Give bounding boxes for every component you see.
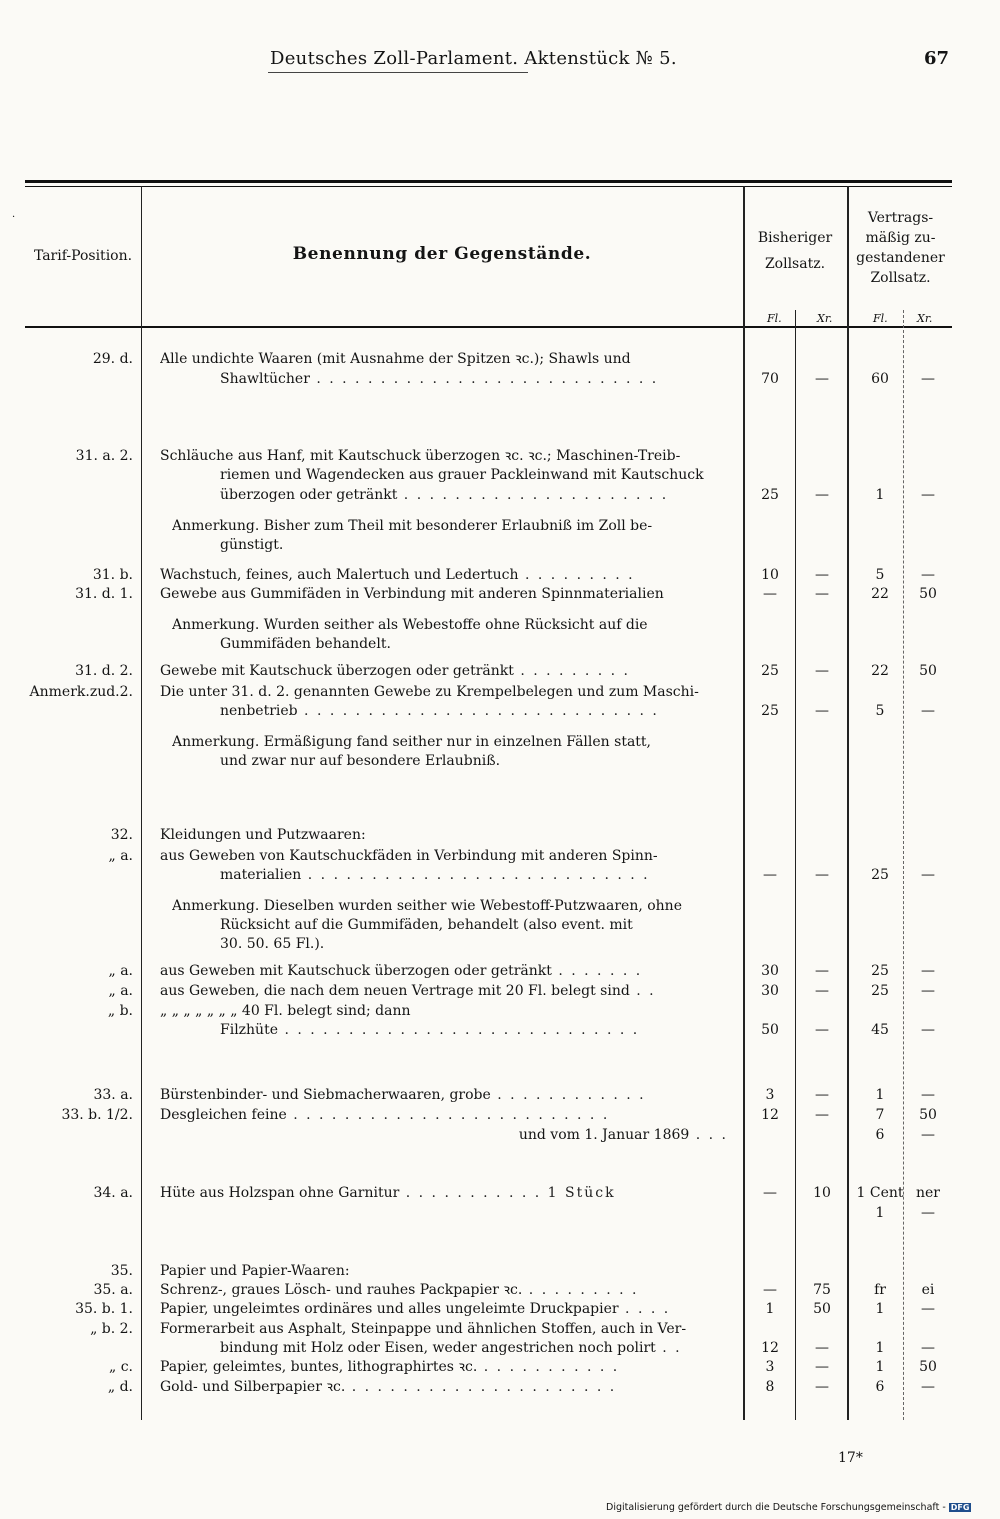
old-rate-fl: 12 (761, 1340, 779, 1356)
new-rate-fl: 25 (871, 963, 889, 979)
old-rate-fl: 30 (761, 963, 779, 979)
leader-dots: . . (655, 1340, 682, 1356)
new-rate-xr: — (921, 567, 935, 583)
header-title: Deutsches Zoll-Parlament. Aktenstück № 5. (270, 48, 677, 69)
old-rate-xr: — (815, 567, 829, 583)
tariff-position: Anmerk.zud.2. (29, 684, 133, 700)
old-rate-fl: 1 (765, 1301, 775, 1317)
item-description (220, 370, 728, 389)
description-text: Hüte aus Holzspan ohne Garnitur (160, 1185, 400, 1201)
header-new-rate-4: Zollsatz. (870, 270, 931, 286)
table-row (0, 1320, 1000, 1339)
tariff-position: 29. d. (92, 351, 133, 367)
header-new-rate-3: gestandener (856, 250, 945, 266)
new-rate-fl: 7 (875, 1107, 885, 1123)
header-new-rate-2: mäßig zu- (865, 230, 936, 246)
item-description (160, 1126, 728, 1145)
item-description (160, 1086, 728, 1105)
tariff-position: „ a. (108, 848, 133, 864)
description-text: Gold- und Silberpapier ꝛc. (160, 1379, 346, 1395)
table-row (0, 897, 1000, 916)
tariff-position: 33. b. 1/2. (61, 1107, 133, 1123)
tariff-position: „ a. (108, 963, 133, 979)
item-description: Schläuche aus Hanf, mit Kautschuck überzogen ꝛc. ꝛc.; Maschinen-Treib- (160, 448, 681, 464)
table-row (0, 826, 1000, 845)
item-description: Anmerkung. Bisher zum Theil mit besonderer Erlaubniß im Zoll be- (172, 518, 653, 534)
table-row (0, 350, 1000, 369)
old-rate-xr: 10 (813, 1185, 831, 1201)
table-row (0, 536, 1000, 555)
item-description (160, 662, 728, 681)
table-row (0, 635, 1000, 654)
old-rate-xr: — (815, 586, 829, 602)
new-rate-xr: 50 (919, 1107, 937, 1123)
old-rate-fl: — (763, 586, 777, 602)
leader-dots: . . . . . . . . . . . . . . . . . . . . . (345, 1379, 617, 1395)
item-description: günstigt. (220, 537, 284, 553)
new-rate-fl: 1 (875, 487, 885, 503)
old-rate-xr: — (815, 867, 829, 883)
item-description: Papier und Papier-Waaren: (160, 1263, 350, 1279)
table-row (0, 447, 1000, 466)
old-rate-xr: 75 (813, 1282, 831, 1298)
table-row (0, 1339, 1000, 1358)
table-row (0, 1262, 1000, 1281)
item-description (160, 566, 728, 585)
tariff-position: 32. (110, 827, 133, 843)
item-description: Die unter 31. d. 2. genannten Gewebe zu Krempelbelegen und zum Maschi- (160, 684, 699, 700)
header-position: Tarif-Position. (33, 248, 133, 264)
new-rate-xr: — (921, 963, 935, 979)
table-row (0, 866, 1000, 885)
table-row (0, 1086, 1000, 1105)
signature-mark: 17* (838, 1450, 863, 1466)
new-rate-fl: 1 (875, 1359, 885, 1375)
dfg-logo: DFG (950, 1503, 970, 1512)
table-row (0, 982, 1000, 1001)
tariff-position: 34. a. (93, 1185, 133, 1201)
description-text: Bürstenbinder- und Siebmacherwaaren, grobe (160, 1087, 491, 1103)
old-rate-fl: 3 (765, 1359, 775, 1375)
old-rate-fl: — (763, 1282, 777, 1298)
new-rate-fl: 25 (871, 983, 889, 999)
table-row (0, 566, 1000, 585)
header-old-rate-2: Zollsatz. (764, 256, 826, 272)
old-rate-xr: 50 (813, 1301, 831, 1317)
leader-dots: . . . . . . . . . . . . . . . . . . . . . (397, 487, 669, 503)
table-row (0, 1126, 1000, 1145)
margin-mark: · (12, 212, 16, 223)
table-row (0, 683, 1000, 702)
new-rate-fl: 1 (875, 1205, 885, 1221)
table-row (0, 1281, 1000, 1300)
old-rate-xr: — (815, 703, 829, 719)
old-rate-xr: — (815, 663, 829, 679)
old-rate-xr: — (815, 371, 829, 387)
leader-dots: . . . . . . . . . . . . . . . . . . . . . . . . . . . . (278, 1022, 640, 1038)
tariff-position: „ c. (109, 1359, 133, 1375)
leader-dots: . . . . . . . (551, 963, 643, 979)
new-rate-fl: 1 (875, 1087, 885, 1103)
leader-dots: . . . . . . . . . (513, 663, 630, 679)
item-description: Anmerkung. Dieselben wurden seither wie Webestoff-Putzwaaren, ohne (172, 898, 682, 914)
tariff-position: „ b. (107, 1003, 133, 1019)
table-row (0, 585, 1000, 604)
new-rate-xr: — (921, 487, 935, 503)
table-row (0, 1204, 1000, 1223)
page-number: 67 (924, 48, 950, 69)
new-rate-fl: 22 (871, 663, 889, 679)
old-rate-fl: — (763, 1185, 777, 1201)
description-text: Gewebe mit Kautschuck überzogen oder getränkt (160, 663, 514, 679)
table-top-rule-thin (25, 186, 952, 187)
leader-dots: . . . . . . . . . (518, 567, 635, 583)
new-rate-xr: — (921, 1301, 935, 1317)
table-row (0, 486, 1000, 505)
header-rule (268, 72, 528, 73)
leader-dots: . . . . . . . . . . . . . . . . . . . . . . . . . . . (301, 867, 650, 883)
description-text: aus Geweben, die nach dem neuen Vertrage mit 20 Fl. belegt sind (160, 983, 630, 999)
leader-dots: . . . . . . . . . . . . . . . . . . . . . . . . . . . (309, 371, 659, 387)
item-description (160, 1300, 728, 1319)
tariff-position: 31. a. 2. (75, 448, 133, 464)
new-rate-xr: — (921, 1022, 935, 1038)
item-description: Rücksicht auf die Gummifäden, behandelt (also event. mit (220, 917, 633, 933)
description-text: Papier, geleimtes, buntes, lithographirtes ꝛc. (160, 1359, 478, 1375)
new-rate-fl: 1 (875, 1301, 885, 1317)
old-rate-xr: — (815, 1107, 829, 1123)
table-row (0, 616, 1000, 635)
description-text: Filzhüte (220, 1022, 278, 1038)
item-description: „ „ „ „ „ „ „ 40 Fl. belegt sind; dann (160, 1003, 411, 1019)
old-rate-fl: 25 (761, 487, 779, 503)
leader-dots: . . . (689, 1127, 728, 1143)
header-old-rate-1: Bisheriger (757, 230, 833, 246)
item-description: Formerarbeit aus Asphalt, Steinpappe und ähnlichen Stoffen, auch in Ver- (160, 1321, 687, 1337)
table-row (0, 1184, 1000, 1203)
item-description: Gewebe aus Gummifäden in Verbindung mit anderen Spinnmaterialien (160, 586, 664, 602)
item-description: und zwar nur auf besondere Erlaubniß. (220, 753, 501, 769)
new-rate-fl: 1 Cent (856, 1185, 904, 1201)
tariff-position: „ a. (108, 983, 133, 999)
item-description (220, 866, 728, 885)
table-row (0, 702, 1000, 721)
table-row (0, 466, 1000, 485)
unit-fl-new: Fl. (873, 312, 888, 325)
tariff-position: 35. a. (93, 1282, 133, 1298)
old-rate-xr: — (815, 983, 829, 999)
description-text: aus Geweben mit Kautschuck überzogen oder getränkt (160, 963, 552, 979)
item-description (160, 1378, 728, 1397)
description-text: materialien (220, 867, 302, 883)
new-rate-xr: — (921, 1379, 935, 1395)
tariff-position: 31. d. 2. (75, 663, 133, 679)
old-rate-fl: 50 (761, 1022, 779, 1038)
tariff-position: „ b. 2. (90, 1321, 133, 1337)
item-description (220, 702, 728, 721)
old-rate-fl: — (763, 867, 777, 883)
leader-dots: . . . . . . . . . . . 1 Stück (399, 1185, 616, 1201)
new-rate-xr: — (921, 1127, 935, 1143)
tariff-position: 35. (110, 1263, 133, 1279)
item-description: Anmerkung. Wurden seither als Webestoffe ohne Rücksicht auf die (172, 617, 648, 633)
old-rate-fl: 70 (761, 371, 779, 387)
new-rate-xr: ner (916, 1185, 940, 1201)
new-rate-xr: — (921, 867, 935, 883)
table-row (0, 1021, 1000, 1040)
new-rate-xr: — (921, 1205, 935, 1221)
unit-fl-old: Fl. (767, 312, 782, 325)
leader-dots: . . (629, 983, 656, 999)
leader-dots: . . . . . . . . . . . (477, 1359, 620, 1375)
new-rate-xr: — (921, 703, 935, 719)
unit-xr-old: Xr. (817, 312, 833, 325)
new-rate-fl: 25 (871, 867, 889, 883)
item-description (220, 486, 728, 505)
table-row (0, 1358, 1000, 1377)
old-rate-fl: 12 (761, 1107, 779, 1123)
tariff-position: 31. d. 1. (75, 586, 133, 602)
table-row (0, 935, 1000, 954)
item-description: Anmerkung. Ermäßigung fand seither nur in einzelnen Fällen statt, (172, 734, 651, 750)
old-rate-xr: — (815, 1340, 829, 1356)
new-rate-fl: 5 (875, 703, 885, 719)
old-rate-fl: 25 (761, 703, 779, 719)
new-rate-xr: 50 (919, 1359, 937, 1375)
description-text: Shawltücher (220, 371, 310, 387)
old-rate-xr: — (815, 487, 829, 503)
new-rate-fl: fr (874, 1282, 886, 1298)
tariff-position: „ d. (107, 1379, 133, 1395)
item-description (160, 1106, 728, 1125)
item-description (160, 1281, 728, 1300)
leader-dots: . . . . . . . . . . . . (490, 1087, 646, 1103)
description-text: Desgleichen feine (160, 1107, 287, 1123)
leader-dots: . . . . (618, 1301, 671, 1317)
new-rate-fl: 45 (871, 1022, 889, 1038)
unit-xr-new: Xr. (917, 312, 933, 325)
tariff-position: 33. a. (93, 1087, 133, 1103)
leader-dots: . . . . . . . . . . . . . . . . . . . . . . . . . (286, 1107, 610, 1123)
table-row (0, 733, 1000, 752)
header-description: Benennung der Gegenstände. (292, 244, 592, 264)
new-rate-xr: — (921, 1340, 935, 1356)
item-description (220, 1021, 728, 1040)
item-description (160, 1184, 728, 1203)
leader-dots: . . . . . . . . . (522, 1282, 639, 1298)
description-text: Papier, ungeleimtes ordinäres und alles ungeleimte Druckpapier (160, 1301, 619, 1317)
tariff-position: 31. b. (92, 567, 133, 583)
new-rate-fl: 1 (875, 1340, 885, 1356)
old-rate-fl: 25 (761, 663, 779, 679)
table-row (0, 847, 1000, 866)
description-text: nenbetrieb (220, 703, 298, 719)
item-description: aus Geweben von Kautschuckfäden in Verbindung mit anderen Spinn- (160, 848, 658, 864)
credit-text: Digitalisierung gefördert durch die Deutsche Forschungsgemeinschaft - (606, 1502, 946, 1513)
new-rate-fl: 60 (871, 371, 889, 387)
item-description: Gummifäden behandelt. (220, 636, 391, 652)
description-text: überzogen oder getränkt (220, 487, 398, 503)
tariff-position: 35. b. 1. (75, 1301, 133, 1317)
old-rate-fl: 3 (765, 1087, 775, 1103)
item-description: Kleidungen und Putzwaaren: (160, 827, 366, 843)
item-description: Alle undichte Waaren (mit Ausnahme der Spitzen ꝛc.); Shawls und (160, 351, 631, 367)
old-rate-fl: 30 (761, 983, 779, 999)
table-row (0, 662, 1000, 681)
item-description (160, 982, 728, 1001)
new-rate-xr: 50 (919, 663, 937, 679)
table-row (0, 517, 1000, 536)
new-rate-xr: ei (921, 1282, 935, 1298)
old-rate-fl: 8 (765, 1379, 775, 1395)
header-new-rate-1: Vertrags- (867, 210, 934, 226)
description-text: Wachstuch, feines, auch Malertuch und Ledertuch (160, 567, 519, 583)
old-rate-xr: — (815, 1022, 829, 1038)
old-rate-xr: — (815, 1359, 829, 1375)
table-row (0, 962, 1000, 981)
new-rate-xr: 50 (919, 586, 937, 602)
old-rate-xr: — (815, 963, 829, 979)
table-row (0, 370, 1000, 389)
table-row (0, 1106, 1000, 1125)
new-rate-xr: — (921, 1087, 935, 1103)
table-header-rule (25, 326, 952, 328)
new-rate-fl: 22 (871, 586, 889, 602)
item-description (160, 962, 728, 981)
description-text: und vom 1. Januar 1869 (518, 1127, 690, 1143)
item-description: 30. 50. 65 Fl.). (220, 936, 325, 952)
description-text: Schrenz-, graues Lösch- und rauhes Packpapier ꝛc. (160, 1282, 523, 1298)
new-rate-xr: — (921, 983, 935, 999)
item-description: riemen und Wagendecken aus grauer Packleinwand mit Kautschuck (220, 467, 704, 483)
new-rate-fl: 6 (875, 1379, 885, 1395)
table-row (0, 916, 1000, 935)
old-rate-xr: — (815, 1087, 829, 1103)
leader-dots: . . . . . . . . . . . . . . . . . . . . . . . . . . . . (297, 703, 659, 719)
table-row (0, 1378, 1000, 1397)
new-rate-xr: — (921, 371, 935, 387)
old-rate-fl: 10 (761, 567, 779, 583)
page-header (0, 48, 1000, 76)
dfg-credit (606, 1502, 971, 1513)
table-row (0, 1300, 1000, 1319)
item-description (160, 1358, 728, 1377)
item-description (220, 1339, 728, 1358)
table-row (0, 1002, 1000, 1021)
table-row (0, 752, 1000, 771)
new-rate-fl: 6 (875, 1127, 885, 1143)
table-top-rule (25, 180, 952, 183)
old-rate-xr: — (815, 1379, 829, 1395)
new-rate-fl: 5 (875, 567, 885, 583)
description-text: bindung mit Holz oder Eisen, weder angestrichen noch polirt (220, 1340, 656, 1356)
